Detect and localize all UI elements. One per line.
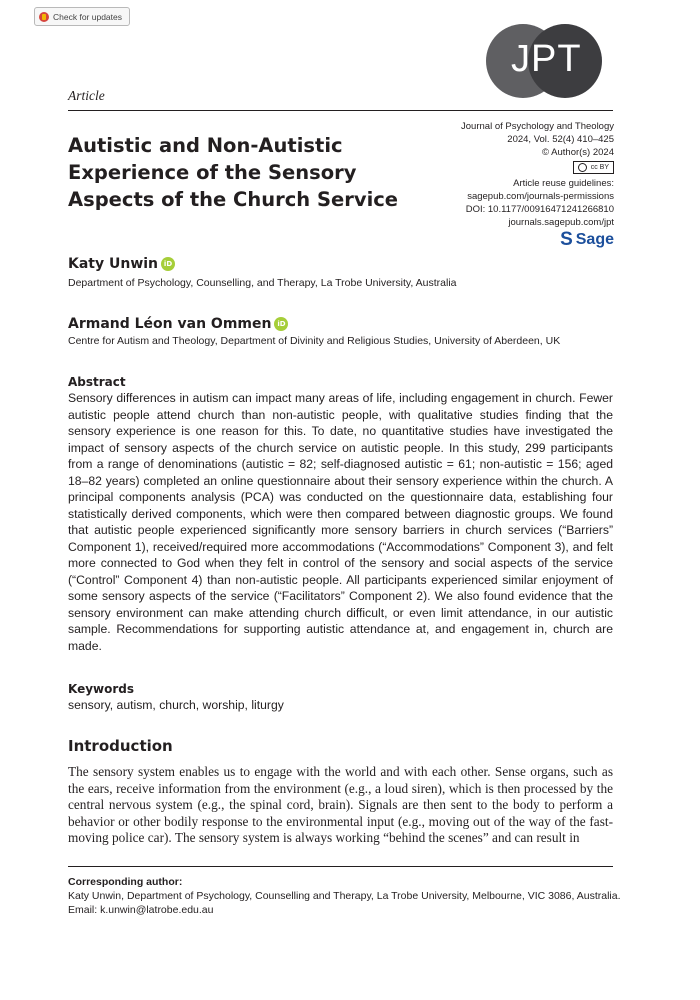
introduction-heading: Introduction <box>68 737 173 755</box>
corresponding-author-details <box>68 890 628 917</box>
abstract-heading: Abstract <box>68 375 126 389</box>
abstract-text: Sensory differences in autism can impact many areas of life, including engagement in church. Fewer autistic people attend church than non-autistic people, with qualitative studies finding that the sensory experience is one reason for this. To date, no quantitative studies have investigated the impact of sensory aspects of the church service on autistic people. In this study, 299 participants from a range of denominations (autistic = 82; self-diagnosed autistic = 61; non-autistic = 156; aged 18–82 years) completed an online questionnaire about their sensory experience within the church. A principal components analysis (PCA) was conducted on the questionnaire data, establishing four statistically derived components, which were then compared between diagnostic groups. We found that autistic people experienced significantly more sensory barriers in church services (“Barriers” Component 1), received/required more accommodations (“Accommodations” Component 3), and felt more connected to God when they felt in control of the sensory and social aspects of the service (“Control” Component 4) than non-autistic people. All participants experienced similar enjoyment of some sensory aspects of the service (“Facilitators” Component 2). We also found evidence that the sensory environment can make attending church difficult, or even limit attendance, in our autistic sample. Recommendations for supporting autistic attendance at, and engagement in, church are made. <box>68 391 613 653</box>
journal-url[interactable]: journals.sagepub.com/jpt <box>508 217 614 228</box>
cc-icon <box>578 163 587 172</box>
reuse-label: Article reuse guidelines: <box>513 178 614 189</box>
journal-volume: 2024, Vol. 52(4) 410–425 <box>507 134 614 145</box>
author-2-affiliation: Centre for Autism and Theology, Department of Divinity and Religious Studies, University of Aberdeen, UK <box>68 335 561 347</box>
corresponding-author-address: Katy Unwin, Department of Psychology, Counselling and Therapy, La Trobe University, Melbourne, VIC 3086, Australia. <box>68 890 621 902</box>
header-divider <box>68 110 613 111</box>
author-2-name[interactable]: Armand Léon van Ommen <box>68 316 272 332</box>
cc-license-text: cc BY <box>590 164 609 171</box>
author-name <box>68 256 175 272</box>
article-type-label: Article <box>68 88 105 103</box>
author-1-name[interactable]: Katy Unwin <box>68 256 159 272</box>
paper-title: Autistic and Non-Autistic Experience of the Sensory Aspects of the Church Service <box>68 134 399 211</box>
journal-name: Journal of Psychology and Theology <box>461 121 614 132</box>
crossmark-icon <box>39 12 49 22</box>
corresponding-author-email[interactable]: Email: k.unwin@latrobe.edu.au <box>68 903 214 916</box>
keywords-text: sensory, autism, church, worship, liturgy <box>68 698 284 712</box>
reuse-link[interactable]: sagepub.com/journals-permissions <box>467 191 614 202</box>
footnote-divider <box>68 866 613 867</box>
logo-text: JPT <box>511 38 582 80</box>
check-for-updates-button[interactable] <box>34 7 130 26</box>
author-1-affiliation: Department of Psychology, Counselling, and Therapy, La Trobe University, Australia <box>68 277 457 289</box>
sage-logo <box>560 229 614 250</box>
journal-meta <box>461 120 614 249</box>
doi[interactable]: DOI: 10.1177/00916471241266810 <box>465 204 614 215</box>
copyright: © Author(s) 2024 <box>542 147 614 158</box>
sage-s-icon: S <box>560 229 573 250</box>
orcid-icon[interactable]: iD <box>274 317 288 331</box>
journal-logo <box>486 24 616 98</box>
cc-license-badge[interactable] <box>573 161 614 174</box>
orcid-icon[interactable]: iD <box>161 257 175 271</box>
corresponding-author-heading: Corresponding author: <box>68 876 183 888</box>
author-name <box>68 316 288 332</box>
check-for-updates-label: Check for updates <box>53 11 122 22</box>
sage-label: Sage <box>575 231 614 248</box>
introduction-text: The sensory system enables us to engage with the world and with each other. Sense organs, such as the ears, receive information from the environment (e.g., a loud siren), which is then processed by the central nervous system (e.g., the spinal cord, brain). Signals are then sent to the body to perform a behavior or other bodily response to the environmental input (e.g., moving out of the way of the fast-moving police car). The sensory system is always working “behind the scenes” and can result in <box>68 764 613 845</box>
keywords-heading: Keywords <box>68 682 135 696</box>
